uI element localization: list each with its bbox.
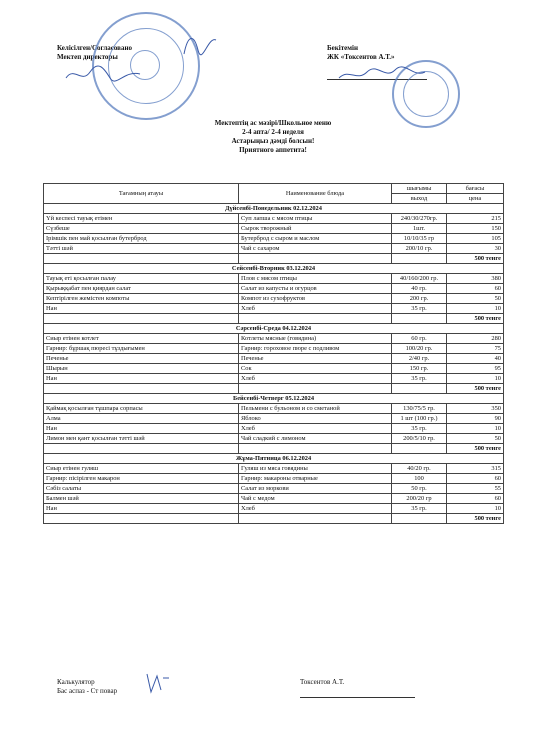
menu-table	[43, 183, 504, 524]
dish-yield: 100	[392, 474, 447, 484]
dish-name-ru: Сок	[239, 364, 392, 374]
table-row	[44, 274, 504, 284]
day-header-row	[44, 454, 504, 464]
dish-yield: 200/10 гр.	[392, 244, 447, 254]
dish-yield: 35 гр.	[392, 374, 447, 384]
dish-name-kz: Сәбiз салаты	[44, 484, 239, 494]
dish-name-kz: Сүзбеше	[44, 224, 239, 234]
day-header-row	[44, 394, 504, 404]
table-row	[44, 364, 504, 374]
dish-price: 105	[447, 234, 504, 244]
dish-price: 50	[447, 294, 504, 304]
dish-name-kz: Қаймақ қосылған тұшпара сорпасы	[44, 404, 239, 414]
day-name: Сейсенбi-Вторник 03.12.2024	[44, 264, 504, 274]
dish-name-ru: Хлеб	[239, 504, 392, 514]
total-blank	[392, 254, 447, 264]
dish-name-ru: Бутерброд с сыром и маслом	[239, 234, 392, 244]
total-blank	[239, 254, 392, 264]
day-total-row	[44, 444, 504, 454]
header-ru: Наименование блюда	[239, 184, 392, 204]
dish-name-kz: Тәттi шәй	[44, 244, 239, 254]
total-blank	[239, 514, 392, 524]
dish-name-kz: Гарнир: бұршақ пюресi тұздығымен	[44, 344, 239, 354]
dish-name-kz: Гарнир: пiсiрiлген макарон	[44, 474, 239, 484]
table-row	[44, 374, 504, 384]
dish-yield: 200/5/10 гр.	[392, 434, 447, 444]
dish-name-kz: Лимон мен қант қосылған тәттi шәй	[44, 434, 239, 444]
dish-name-kz: Үй кеспесi тауық етiмен	[44, 214, 239, 224]
total-blank	[44, 444, 239, 454]
dish-price: 350	[447, 404, 504, 414]
menu-title-block	[0, 119, 546, 155]
dish-name-kz: Сиыр етiнен котлет	[44, 334, 239, 344]
day-total: 500 тенге	[447, 384, 504, 394]
dish-name-ru: Чай сладкий с лимоном	[239, 434, 392, 444]
dish-yield: 35 гр.	[392, 504, 447, 514]
dish-name-ru: Суп лапша с мясом птицы	[239, 214, 392, 224]
day-total-row	[44, 254, 504, 264]
dish-yield: 1 шт (100 гр.)	[392, 414, 447, 424]
dish-name-ru: Салат из моркови	[239, 484, 392, 494]
dish-yield: 10/10/35 гр	[392, 234, 447, 244]
dish-price: 50	[447, 434, 504, 444]
approval-block-right	[327, 44, 395, 62]
dish-name-kz: Қырыққабат пен қиярдан салат	[44, 284, 239, 294]
subheader-price: цена	[447, 194, 504, 204]
dish-yield: 1шт.	[392, 224, 447, 234]
dish-name-ru: Яблоко	[239, 414, 392, 424]
dish-price: 60	[447, 284, 504, 294]
week-label: 2-4 апта/ 2-4 неделя	[242, 128, 304, 136]
director-label: Мектеп директоры	[57, 53, 118, 61]
dish-name-ru: Гарнир: гороховое пюре с подливом	[239, 344, 392, 354]
dish-name-ru: Гуляш из мяса говядины	[239, 464, 392, 474]
day-name: Сәрсенбi-Среда 04.12.2024	[44, 324, 504, 334]
dish-price: 10	[447, 424, 504, 434]
total-blank	[44, 514, 239, 524]
dish-yield: 40/160/200 гр.	[392, 274, 447, 284]
day-total-row	[44, 384, 504, 394]
dish-yield: 35 гр.	[392, 424, 447, 434]
dish-name-kz: Нан	[44, 304, 239, 314]
dish-name-ru: Пельмени с бульоном и со сметаной	[239, 404, 392, 414]
director-signature	[64, 60, 144, 88]
dish-name-ru: Хлеб	[239, 304, 392, 314]
dish-name-ru: Гарнир: макароны отварные	[239, 474, 392, 484]
approved-label: Келiсiлген/Согласовано	[57, 44, 132, 52]
dish-name-kz: Нан	[44, 504, 239, 514]
table-row	[44, 484, 504, 494]
table-row	[44, 494, 504, 504]
table-row	[44, 434, 504, 444]
total-blank	[392, 314, 447, 324]
day-name: Жұма-Пятница 06.12.2024	[44, 454, 504, 464]
dish-price: 10	[447, 504, 504, 514]
footer-left	[57, 678, 117, 696]
entrepreneur-signature	[337, 64, 427, 88]
dish-yield: 200/20 гр	[392, 494, 447, 504]
table-row	[44, 224, 504, 234]
dish-name-kz: Сиыр етiнен гуляш	[44, 464, 239, 474]
total-blank	[44, 314, 239, 324]
table-row	[44, 354, 504, 364]
dish-name-ru: Плов с мясом птицы	[239, 274, 392, 284]
confirm-label: Бекiтемiн	[327, 44, 359, 52]
dish-name-kz: Нан	[44, 424, 239, 434]
dish-price: 75	[447, 344, 504, 354]
menu-title: Мектептiң ас мәзiрi/Школьное меню	[214, 119, 332, 127]
dish-name-kz: Iрiмшiк пен май қосылған бутерброд	[44, 234, 239, 244]
table-row	[44, 294, 504, 304]
dish-price: 60	[447, 494, 504, 504]
dish-yield: 150 гр.	[392, 364, 447, 374]
header-price: бағасы	[447, 184, 504, 194]
dish-name-ru: Салат из капусты и огурцов	[239, 284, 392, 294]
dish-yield: 60 гр.	[392, 334, 447, 344]
dish-name-ru: Чай с сахаром	[239, 244, 392, 254]
dish-name-ru: Хлеб	[239, 374, 392, 384]
director-signature-top	[180, 30, 220, 60]
total-blank	[239, 314, 392, 324]
day-total: 500 тенге	[447, 314, 504, 324]
dish-yield: 200 гр.	[392, 294, 447, 304]
dish-name-kz: Алма	[44, 414, 239, 424]
dish-price: 60	[447, 474, 504, 484]
dish-name-kz: Кептiрiлген жемiстен компоты	[44, 294, 239, 304]
table-row	[44, 404, 504, 414]
dish-name-kz: Тауық етi қосылған палау	[44, 274, 239, 284]
total-blank	[44, 254, 239, 264]
day-total: 500 тенге	[447, 444, 504, 454]
day-total-row	[44, 514, 504, 524]
dish-price: 55	[447, 484, 504, 494]
dish-name-kz: Шырын	[44, 364, 239, 374]
dish-price: 10	[447, 374, 504, 384]
subheader-yield: выход	[392, 194, 447, 204]
table-row	[44, 304, 504, 314]
dish-name-kz: Печенье	[44, 354, 239, 364]
table-row	[44, 424, 504, 434]
day-header-row	[44, 264, 504, 274]
dish-price: 380	[447, 274, 504, 284]
dish-name-ru: Чай с медом	[239, 494, 392, 504]
day-total-row	[44, 314, 504, 324]
dish-price: 90	[447, 414, 504, 424]
dish-name-ru: Компот из сухофруктов	[239, 294, 392, 304]
table-row	[44, 244, 504, 254]
dish-yield: 40/20 гр.	[392, 464, 447, 474]
dish-price: 40	[447, 354, 504, 364]
day-header-row	[44, 324, 504, 334]
table-row	[44, 214, 504, 224]
day-header-row	[44, 204, 504, 214]
total-blank	[239, 384, 392, 394]
total-blank	[392, 514, 447, 524]
dish-price: 150	[447, 224, 504, 234]
table-header-row	[44, 184, 504, 194]
total-blank	[44, 384, 239, 394]
table-row	[44, 334, 504, 344]
header-kz: Тағамның атауы	[44, 184, 239, 204]
dish-yield: 240/30/270гр.	[392, 214, 447, 224]
dish-price: 95	[447, 364, 504, 374]
table-row	[44, 344, 504, 354]
dish-name-kz: Балмен шәй	[44, 494, 239, 504]
dish-price: 280	[447, 334, 504, 344]
dish-name-ru: Котлеты мясные (говядина)	[239, 334, 392, 344]
dish-price: 315	[447, 464, 504, 474]
dish-yield: 50 гр.	[392, 484, 447, 494]
footer-right-name: Токсентов А.Т.	[300, 678, 345, 686]
dish-name-kz: Нан	[44, 374, 239, 384]
dish-yield: 35 гр.	[392, 304, 447, 314]
day-name: Дүйсенбi-Понедельник 02.12.2024	[44, 204, 504, 214]
table-row	[44, 474, 504, 484]
footer-signature-line	[300, 697, 415, 698]
dish-yield: 2/40 гр.	[392, 354, 447, 364]
dish-price: 30	[447, 244, 504, 254]
header-yield: шығымы	[392, 184, 447, 194]
chef-signature	[143, 670, 173, 696]
dish-name-ru: Хлеб	[239, 424, 392, 434]
day-total: 500 тенге	[447, 514, 504, 524]
chef-label: Бас аспаз - Ст повар	[57, 687, 118, 695]
greeting-ru: Приятного аппетита!	[239, 146, 307, 154]
total-blank	[392, 384, 447, 394]
table-row	[44, 234, 504, 244]
dish-yield: 40 гр.	[392, 284, 447, 294]
dish-name-ru: Сырок творожный	[239, 224, 392, 234]
table-row	[44, 464, 504, 474]
dish-yield: 100/20 гр.	[392, 344, 447, 354]
dish-price: 10	[447, 304, 504, 314]
table-row	[44, 284, 504, 294]
calculator-label: Калькулятор	[57, 678, 95, 686]
day-name: Бейсенбi-Четверг 05.12.2024	[44, 394, 504, 404]
table-row	[44, 504, 504, 514]
dish-price: 215	[447, 214, 504, 224]
total-blank	[239, 444, 392, 454]
dish-yield: 130/75/5 гр.	[392, 404, 447, 414]
day-total: 500 тенге	[447, 254, 504, 264]
table-row	[44, 414, 504, 424]
entrepreneur-label: ЖК «Токсентов А.Т.»	[327, 53, 395, 61]
dish-name-ru: Печенье	[239, 354, 392, 364]
total-blank	[392, 444, 447, 454]
greeting-kz: Астарыңыз дәмдi болсын!	[231, 137, 315, 145]
